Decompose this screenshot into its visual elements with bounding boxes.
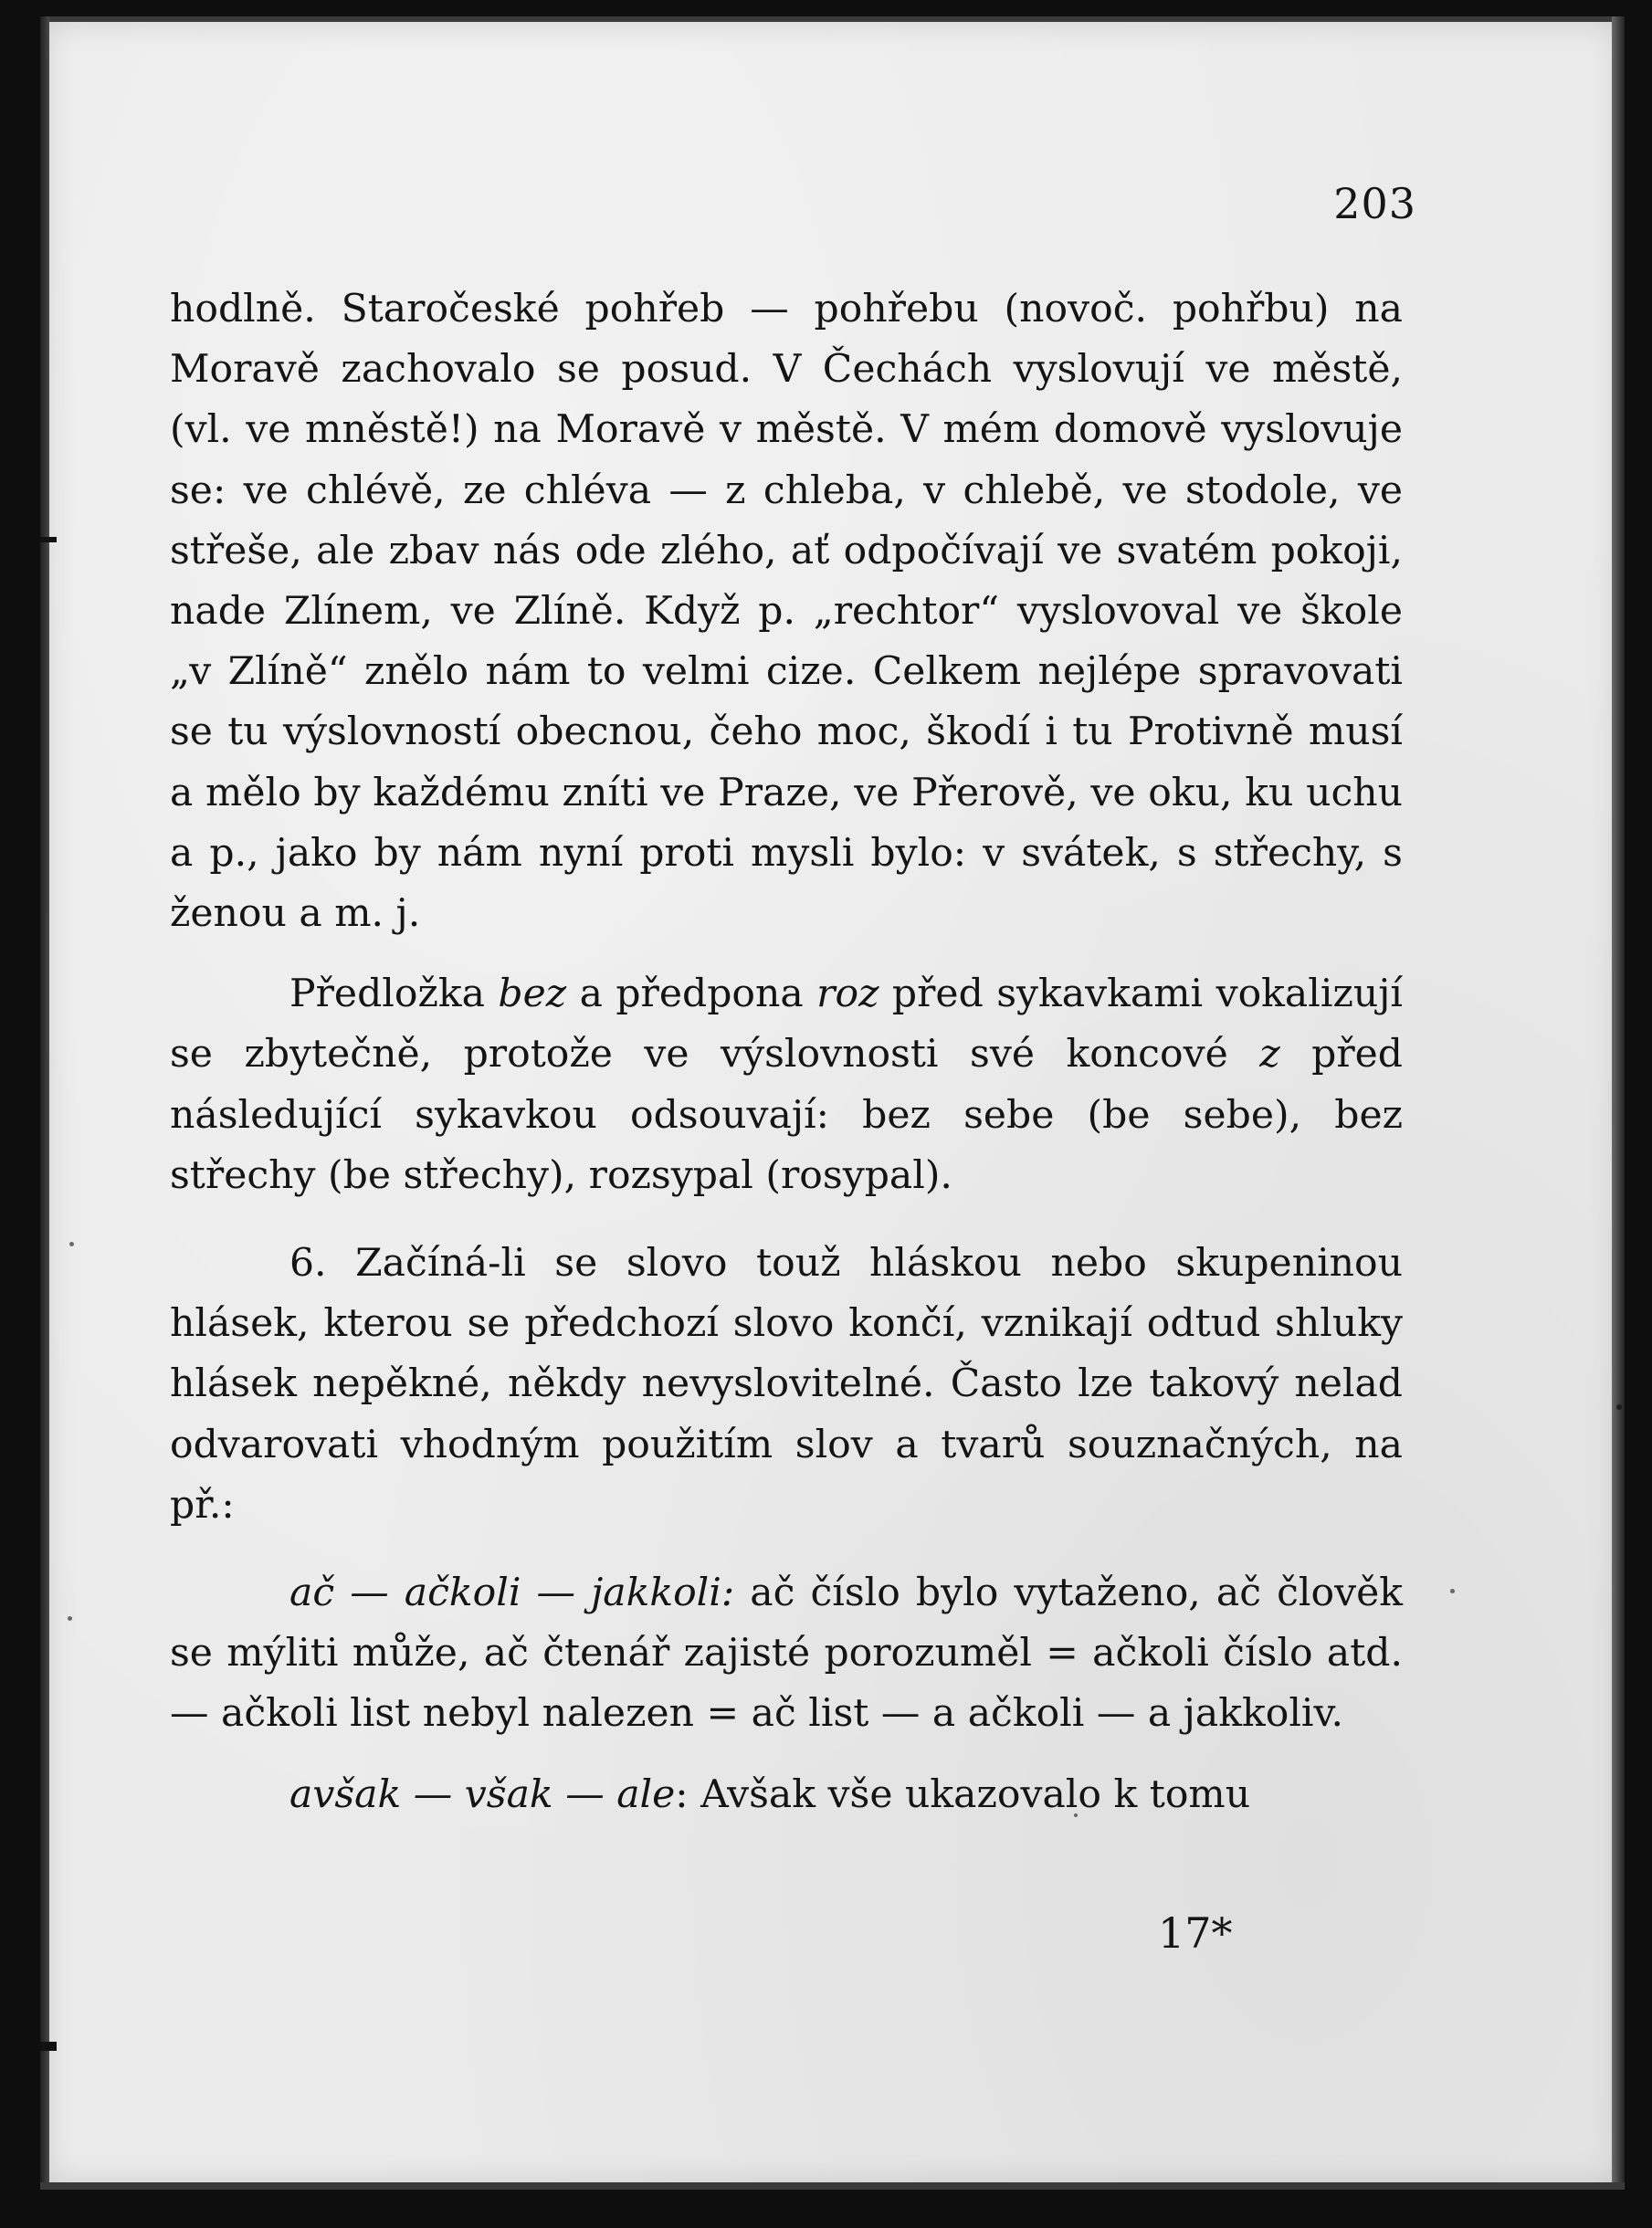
paragraph-section-6: 6. Začíná-li se slovo touž hláskou nebo skupeninou hlásek, kterou se předchozí slovo končí, vznikají odtud shluky hlásek nepěkné, někdy nevyslovitelné. Často lze takový nelad odvarovati vhodným použitím slov a tvarů souznačných, na př.: — [170, 1241, 1403, 1528]
paragraph-example-avsak — [170, 1765, 1403, 1825]
italic-term: avšak — však — ale — [289, 1771, 676, 1817]
italic-term: z — [1259, 1032, 1280, 1077]
page-binding-edge — [40, 16, 49, 2190]
binding-mark — [40, 537, 57, 542]
italic-term: bez — [498, 972, 567, 1017]
text-run: před sykavkami vokalizují se zbytečně, protože ve výslovnosti své koncové — [170, 972, 1403, 1077]
print-speck — [1450, 1589, 1455, 1593]
italic-term: roz — [816, 972, 879, 1017]
page-top-edge — [40, 16, 1625, 22]
printer-signature-mark: 17* — [1158, 1908, 1233, 1958]
italic-term: ač — ačkoli — jakkoli: — [289, 1571, 735, 1616]
binding-mark — [40, 2042, 57, 2051]
page-number: 203 — [1333, 179, 1416, 228]
text-run: a předpona — [566, 972, 817, 1017]
print-speck — [1616, 1404, 1622, 1410]
page-right-edge — [1612, 16, 1625, 2190]
print-speck — [69, 1242, 74, 1246]
text-run: ač číslo bylo vytaženo, ač člověk se mýliti může, ač čtenář zajisté porozuměl = ačkoli číslo atd. — ačkoli list nebyl nalezen = ač list — a ačkoli — a jakkoliv. — [170, 1571, 1403, 1737]
page-bottom-edge — [40, 2182, 1625, 2190]
text-run: Předložka — [289, 972, 499, 1017]
paragraph-prepositions — [170, 964, 1403, 1206]
main-text — [170, 279, 1403, 1825]
text-run: před následující sykavkou odsouvají: bez sebe (be sebe), bez střechy (be střechy), rozsypal (rosypal). — [170, 1032, 1403, 1198]
text-run: : Avšak vše ukazovalo k tomu — [675, 1771, 1251, 1817]
paragraph-example-ac — [170, 1563, 1403, 1745]
print-speck — [68, 1616, 72, 1621]
paragraph-continuation: hodlně. Staročeské pohřeb — pohřebu (novoč. pohřbu) na Moravě zachovalo se posud. V Čechách vyslovují ve městě, (vl. ve mněstě!) na Moravě v městě. V mém domově vyslovuje se: ve chlévě, ze chléva — z chleba, v chlebě, ve stodole, ve střeše, ale zbav nás ode zlého, ať odpočívají ve svatém pokoji, nade Zlínem, ve Zlíně. Když p. „rechtor“ vyslovoval ve škole „v Zlíně“ znělo nám to velmi cize. Celkem nejlépe spravovati se tu výslovností obecnou, čeho moc, škodí i tu Protivně musí a mělo by každému zníti ve Praze, ve Přerově, ve oku, ku uchu a p., jako by nám nyní proti mysli bylo: v svátek, s střechy, s ženou a m. j. — [170, 287, 1403, 937]
